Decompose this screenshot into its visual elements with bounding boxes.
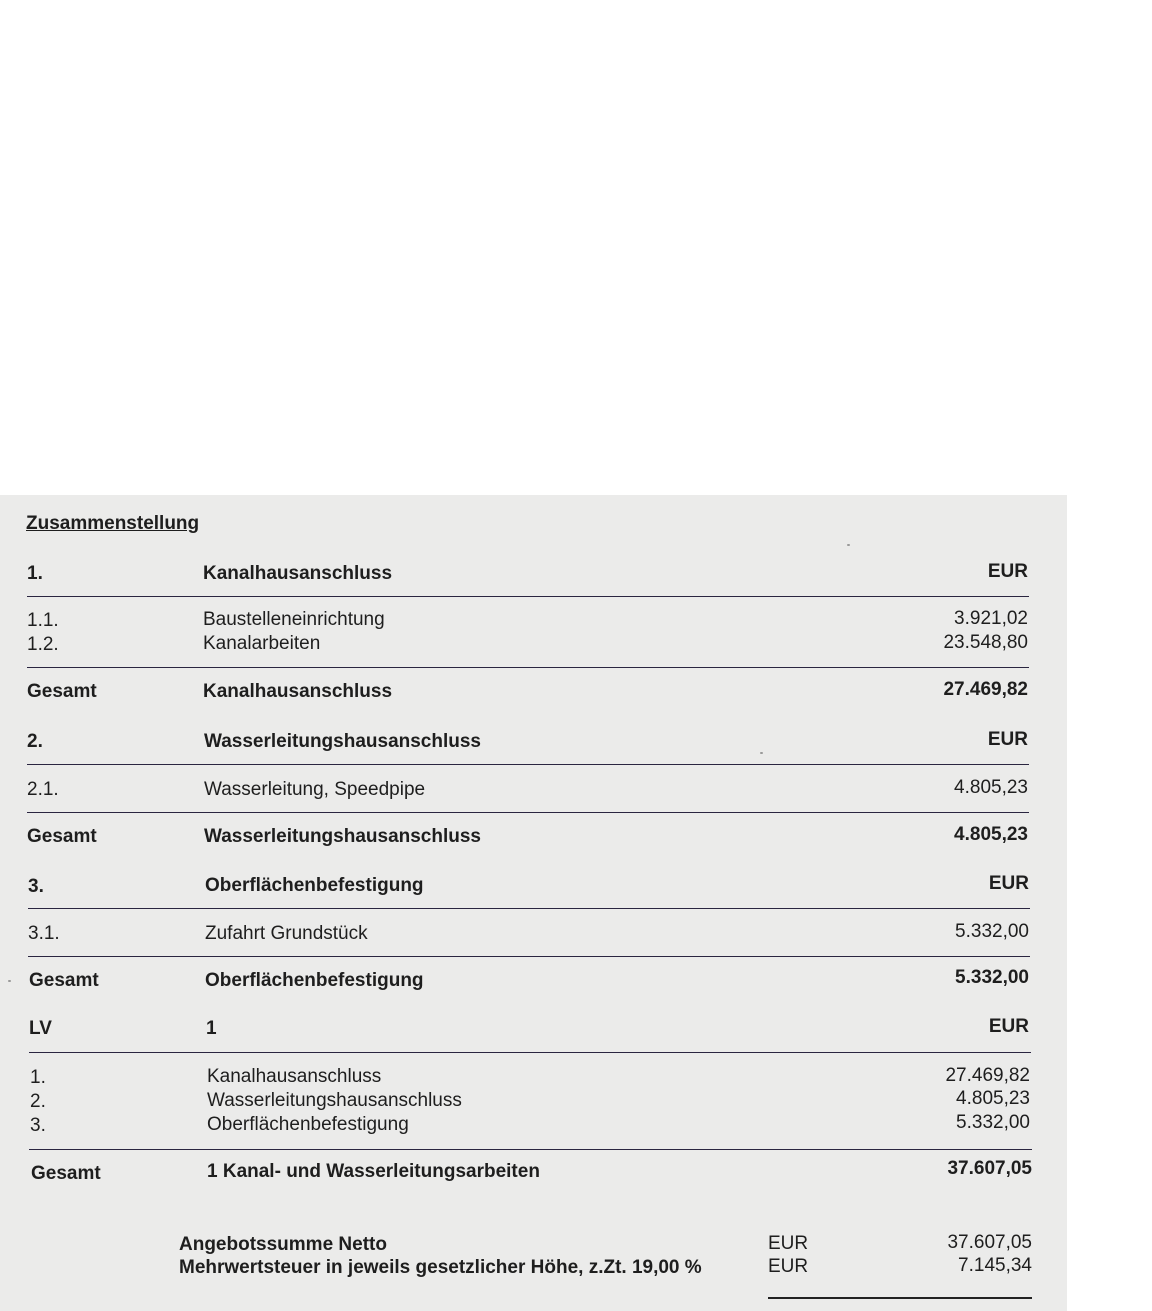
item-label: Kanalarbeiten [203, 633, 321, 654]
item-pos: 1.2. [27, 634, 59, 655]
total-label: Gesamt [27, 826, 97, 847]
item-amount: 4.805,23 [954, 777, 1028, 798]
item-amount: 27.469,82 [945, 1065, 1030, 1086]
section-number: 3. [28, 876, 44, 897]
item-pos: 1. [30, 1067, 46, 1088]
heading-divider [27, 764, 1029, 765]
scan-speck [847, 544, 850, 546]
section-heading: Oberflächenbefestigung [205, 875, 424, 896]
total-name: Kanalhausanschluss [203, 681, 393, 702]
total-amount: 5.332,00 [955, 967, 1029, 988]
vat-currency: EUR [768, 1256, 809, 1277]
lv-number: 1 [206, 1018, 217, 1039]
currency-label: EUR [988, 1016, 1029, 1037]
net-currency: EUR [768, 1233, 809, 1254]
vat-amount: 7.145,34 [958, 1255, 1032, 1276]
total-name: 1 Kanal- und Wasserleitungsarbeiten [207, 1161, 540, 1182]
item-amount: 5.332,00 [956, 1112, 1030, 1133]
total-divider [27, 812, 1029, 813]
scan-speck [760, 752, 763, 754]
item-label: Kanalhausanschluss [207, 1066, 382, 1087]
heading-divider [28, 908, 1030, 909]
item-pos: 3.1. [28, 923, 60, 944]
total-divider [28, 956, 1030, 957]
currency-label: EUR [987, 561, 1028, 582]
item-amount: 23.548,80 [943, 632, 1028, 653]
net-label: Angebotssumme Netto [179, 1234, 387, 1255]
total-amount: 4.805,23 [954, 824, 1028, 845]
document-title: Zusammenstellung [26, 513, 200, 534]
currency-label: EUR [987, 729, 1028, 750]
section-number: 1. [27, 563, 43, 584]
section-number: 2. [27, 731, 43, 752]
item-label: Wasserleitung, Speedpipe [204, 779, 426, 800]
lv-label: LV [29, 1018, 52, 1039]
section-heading: Kanalhausanschluss [203, 563, 393, 584]
currency-label: EUR [988, 873, 1029, 894]
total-amount: 27.469,82 [943, 679, 1028, 700]
item-pos: 2.1. [27, 779, 59, 800]
item-amount: 4.805,23 [956, 1088, 1030, 1109]
item-pos: 1.1. [27, 610, 59, 631]
total-divider [27, 667, 1029, 668]
item-label: Oberflächenbefestigung [207, 1114, 409, 1135]
item-label: Baustelleneinrichtung [203, 609, 385, 630]
net-amount: 37.607,05 [947, 1232, 1032, 1253]
item-amount: 3.921,02 [954, 608, 1028, 629]
total-name: Wasserleitungshausanschluss [204, 826, 482, 847]
item-label: Zufahrt Grundstück [205, 923, 368, 944]
total-name: Oberflächenbefestigung [205, 970, 424, 991]
heading-divider [29, 1052, 1031, 1053]
item-label: Wasserleitungshausanschluss [207, 1090, 462, 1111]
section-heading: Wasserleitungshausanschluss [204, 731, 482, 752]
item-pos: 3. [30, 1115, 46, 1136]
scan-speck [8, 980, 11, 982]
sum-underline [768, 1297, 1032, 1299]
total-amount: 37.607,05 [947, 1158, 1032, 1179]
document-sheet [0, 495, 1067, 1311]
total-label: Gesamt [31, 1163, 101, 1184]
total-label: Gesamt [27, 681, 97, 702]
item-pos: 2. [30, 1091, 46, 1112]
item-amount: 5.332,00 [955, 921, 1029, 942]
vat-label: Mehrwertsteuer in jeweils gesetzlicher Höhe, z.Zt. 19,00 % [179, 1257, 702, 1278]
total-label: Gesamt [29, 970, 99, 991]
heading-divider [27, 596, 1029, 597]
total-divider [29, 1149, 1032, 1150]
